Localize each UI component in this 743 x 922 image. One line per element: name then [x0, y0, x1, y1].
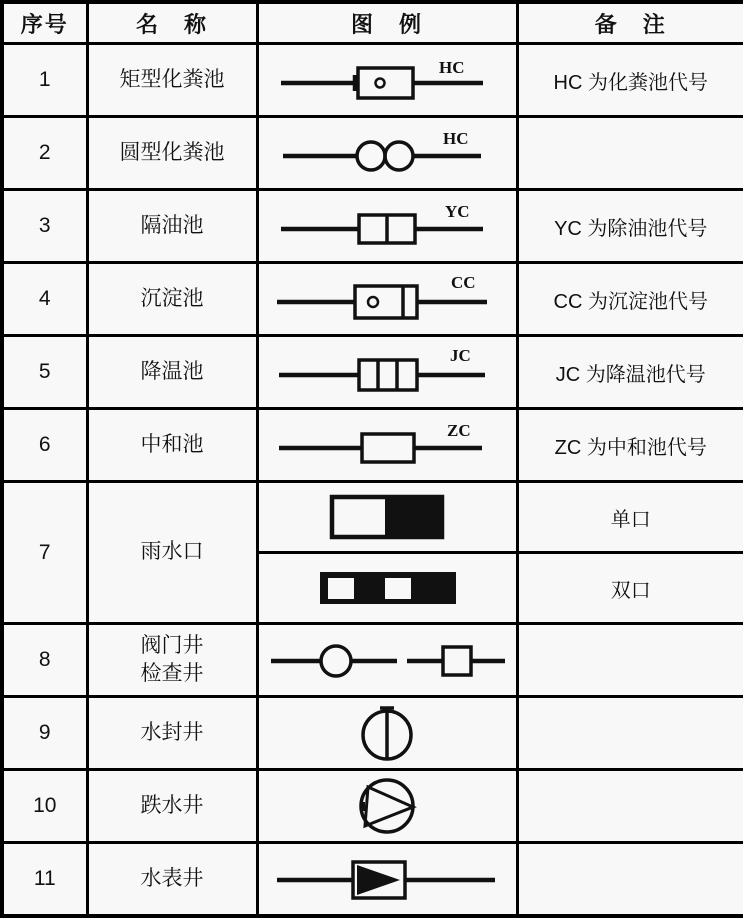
- rect-septic-tank-icon: [267, 50, 507, 110]
- row-number: 3: [2, 190, 87, 263]
- grease-trap-icon: [267, 196, 507, 256]
- remark-cell: 单口: [517, 482, 743, 553]
- symbol-cell: [257, 409, 517, 482]
- symbol-code: HC: [443, 129, 469, 148]
- header-no: 序号: [2, 2, 87, 44]
- remark-cell: ZC 为中和池代号: [517, 409, 743, 482]
- remark-cell: [517, 117, 743, 190]
- row-name: 圆型化粪池: [87, 117, 257, 190]
- header-symbol: 图 例: [257, 2, 517, 44]
- symbol-cell: [257, 117, 517, 190]
- symbol-code: JC: [450, 346, 471, 365]
- table-row: [2, 409, 743, 482]
- row-name: 水表井: [87, 843, 257, 916]
- symbol-code: YC: [445, 202, 470, 221]
- symbol-code: ZC: [447, 421, 471, 440]
- water-seal-well-icon: [267, 702, 507, 764]
- row-name-line1: 阀门井: [140, 633, 204, 657]
- row-name: 水封井: [87, 697, 257, 770]
- symbol-cell: [257, 190, 517, 263]
- row-name-line2: 检查井: [140, 662, 204, 685]
- table-row: [2, 263, 743, 336]
- water-meter-well-icon: [267, 849, 507, 909]
- row-number: 4: [2, 263, 87, 336]
- remark-cell: [517, 624, 743, 697]
- table-row: [2, 624, 743, 697]
- row-number: 7: [2, 482, 87, 624]
- row-name: [87, 624, 257, 697]
- symbol-cell: [257, 697, 517, 770]
- row-name: 矩型化粪池: [87, 44, 257, 117]
- symbol-cell: [257, 336, 517, 409]
- round-septic-tank-icon: [267, 123, 507, 183]
- remark-cell: [517, 697, 743, 770]
- row-number: 9: [2, 697, 87, 770]
- row-name: 中和池: [87, 409, 257, 482]
- table-row: [2, 190, 743, 263]
- header-name: 名 称: [87, 2, 257, 44]
- symbol-cell: [257, 44, 517, 117]
- row-number: 6: [2, 409, 87, 482]
- remark-cell: JC 为降温池代号: [517, 336, 743, 409]
- symbol-cell: [257, 553, 517, 624]
- symbol-cell: [257, 263, 517, 336]
- header-row: [2, 2, 743, 44]
- symbol-cell: [257, 624, 517, 697]
- symbol-cell: [257, 843, 517, 916]
- remark-cell: CC 为沉淀池代号: [517, 263, 743, 336]
- rain-inlet-double-icon: [267, 559, 507, 617]
- table-row: [2, 336, 743, 409]
- sedimentation-tank-icon: [267, 269, 507, 329]
- header-remark: 备 注: [517, 2, 743, 44]
- symbol-code: HC: [439, 58, 465, 77]
- row-number: 10: [2, 770, 87, 843]
- symbol-cell: [257, 482, 517, 553]
- row-number: 2: [2, 117, 87, 190]
- row-name: 沉淀池: [87, 263, 257, 336]
- table-row: [2, 117, 743, 190]
- symbol-cell: [257, 770, 517, 843]
- row-number: 1: [2, 44, 87, 117]
- table-row: [2, 770, 743, 843]
- cooling-tank-icon: [267, 342, 507, 402]
- remark-cell: YC 为除油池代号: [517, 190, 743, 263]
- row-name: 隔油池: [87, 190, 257, 263]
- table-row: [2, 44, 743, 117]
- table-row: [2, 482, 743, 553]
- row-number: 8: [2, 624, 87, 697]
- valve-well-inspection-well-icon: [265, 630, 509, 690]
- row-name: 降温池: [87, 336, 257, 409]
- rain-inlet-single-icon: [267, 488, 507, 546]
- row-name: 雨水口: [87, 482, 257, 624]
- remark-cell: [517, 770, 743, 843]
- table-row: [2, 697, 743, 770]
- remark-cell: [517, 843, 743, 916]
- symbol-code: CC: [451, 273, 476, 292]
- row-number: 11: [2, 843, 87, 916]
- remark-cell: 双口: [517, 553, 743, 624]
- drop-well-icon: [267, 774, 507, 838]
- row-number: 5: [2, 336, 87, 409]
- neutralization-tank-icon: [267, 415, 507, 475]
- row-name: 跌水井: [87, 770, 257, 843]
- remark-cell: HC 为化粪池代号: [517, 44, 743, 117]
- table-row: [2, 843, 743, 916]
